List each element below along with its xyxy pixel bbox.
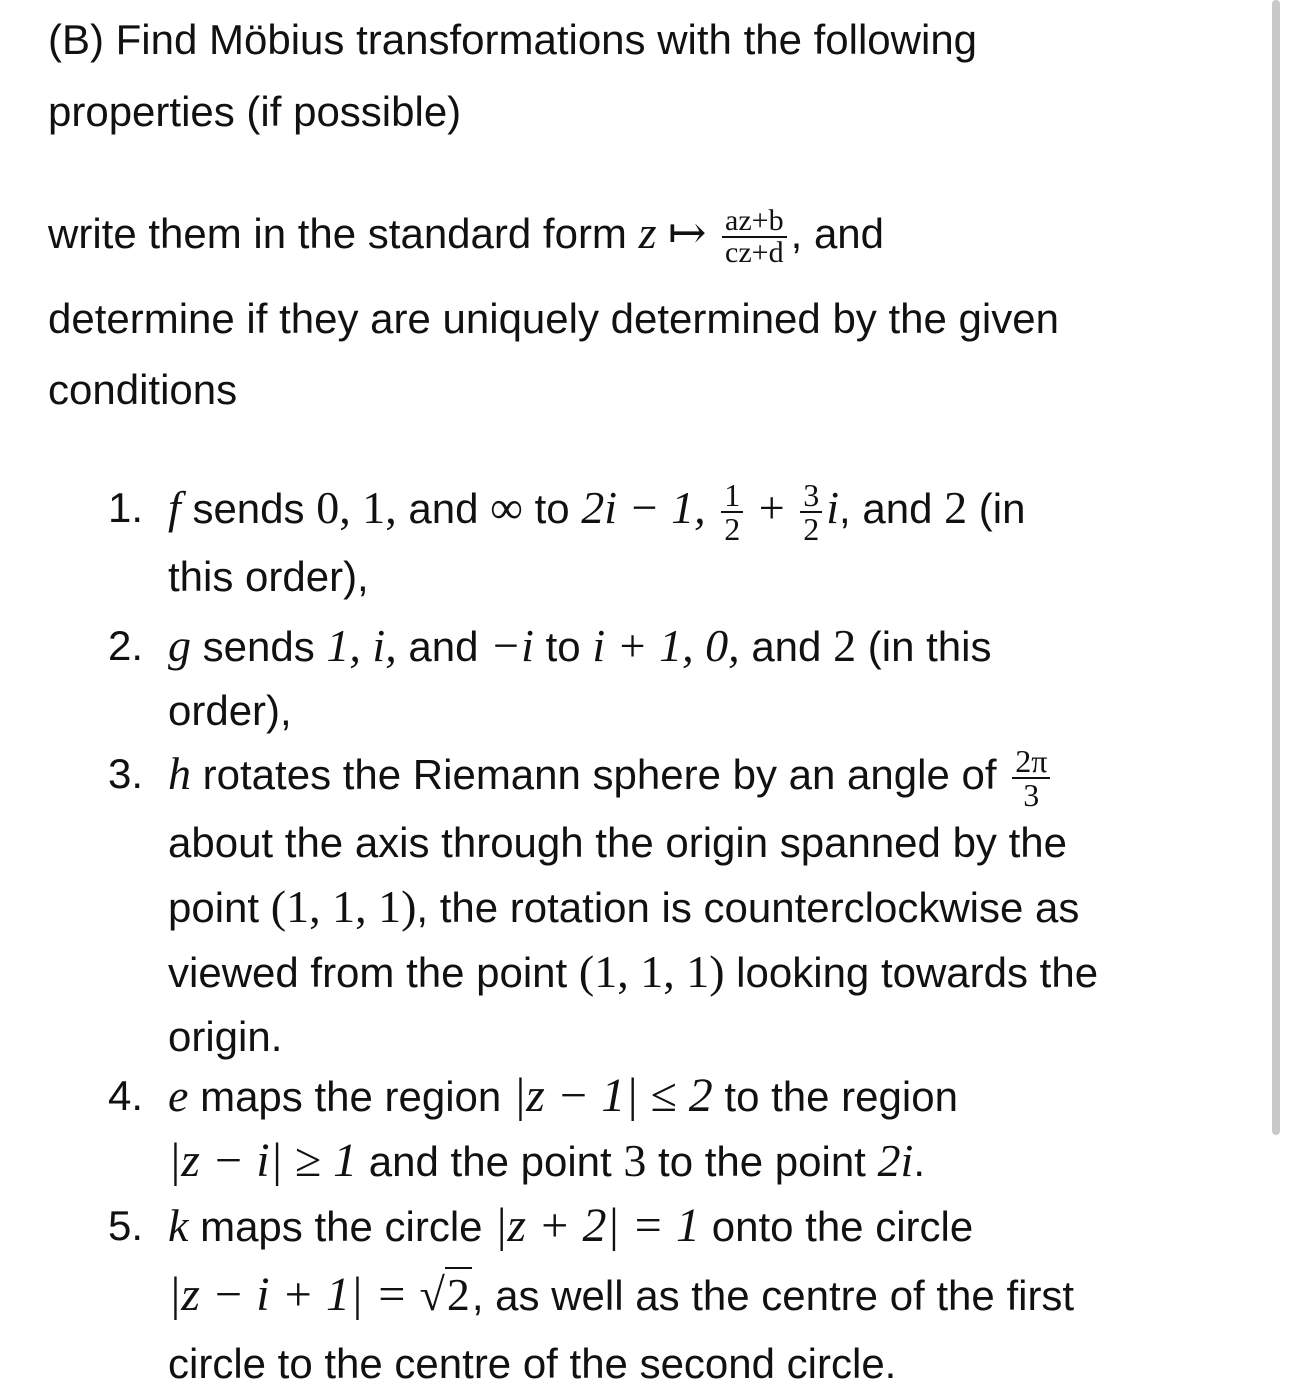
item-line-5: origin. [168,1012,283,1060]
intro-line-1 [48,197,884,270]
standard-form-fraction [722,203,787,269]
item-line-2: this order), [168,552,369,600]
text: point [168,883,271,931]
item-number: 4. [108,1072,144,1119]
heading-line-2: properties (if possible) [48,88,462,135]
intro-line-3-text: conditions [48,366,238,413]
text: (in this [856,623,992,670]
math: 2i − 1, [581,482,706,533]
fraction-denominator: 3 [1023,776,1040,813]
text: maps the circle [188,1203,495,1250]
list-item [108,1064,1258,1194]
text: viewed from the point [168,948,579,996]
text: , the rotation is counterclockwise as [416,883,1080,931]
math: −i [490,620,534,671]
text: and [396,485,491,532]
maps-to-arrow: ↦ [656,207,719,258]
heading-line-1: (B) Find Möbius transformations with the following [48,16,978,63]
text: , and [839,485,945,532]
fraction-numerator: 2π [1012,745,1050,779]
math: 1, i, [326,620,397,671]
item-number: 1. [108,484,144,531]
item-number: 3. [108,750,144,797]
math: 2i [877,1135,914,1186]
text: looking towards the [724,948,1099,996]
math: 2 [944,482,968,533]
text: maps the region [188,1073,513,1120]
item-number: 2. [108,622,144,669]
angle-fraction [1012,742,1050,813]
fraction-denominator: cz+d [725,235,784,269]
map-variable: z [638,207,657,258]
item-line-3: circle to the centre of the second circle. [168,1340,897,1387]
heading-line-2-wrap [48,76,461,148]
function-name: g [168,620,191,671]
intro-after: , and [790,210,885,257]
fraction-numerator: 1 [721,479,743,513]
math: 3 [623,1135,647,1186]
text: sends [180,485,317,532]
list-item [108,476,1258,612]
region-inequality: |z − 1| ≤ 2 [512,1069,713,1122]
text: rotates the Riemann sphere by an angle of [191,751,1009,798]
math: i + 1, 0, [592,620,740,671]
point-coordinates: (1, 1, 1) [578,945,725,997]
math: 0, 1, [316,482,397,533]
radicand: 2 [446,1269,470,1320]
problem-heading [48,4,977,76]
plus-sign: + [747,482,797,533]
intro-line-2 [48,283,1059,355]
square-root [420,1259,472,1331]
fraction-numerator: 3 [800,479,822,513]
vertical-scrollbar[interactable] [1272,0,1280,1135]
fraction-three-halves [800,476,822,547]
text: to [533,623,593,670]
function-name: k [168,1200,189,1251]
list-item [108,1194,1258,1394]
fraction-half [721,476,743,547]
text: (in [967,485,1026,532]
item-line-2: about the axis through the origin spanned by the [168,818,1067,866]
function-name: h [168,748,191,799]
list-item [108,614,1258,742]
infinity-symbol: ∞ [490,482,523,533]
list-item [108,742,1258,1066]
radical-sign: √ [419,1269,445,1320]
item-number: 5. [108,1202,144,1249]
text: to the region [712,1073,958,1120]
math: 2 [833,620,857,671]
point-coordinates: (1, 1, 1) [270,880,417,932]
text: onto the circle [700,1203,974,1250]
text: to [522,485,582,532]
text: and the point [357,1138,624,1185]
circle-equation: |z − i + 1| = [168,1268,420,1321]
intro-line-3 [48,354,237,426]
region-inequality: |z − i| ≥ 1 [168,1134,358,1187]
item-line-2: order), [168,687,292,734]
intro-lead: write them in the standard form [48,210,639,257]
fraction-numerator: az+b [722,206,787,238]
text: to the point [646,1138,878,1185]
fraction-denominator: 2 [803,510,820,547]
math: i [826,482,840,533]
text: . [913,1138,925,1185]
intro-line-2-text: determine if they are uniquely determined by the given [48,295,1059,342]
fraction-denominator: 2 [724,510,741,547]
circle-equation: |z + 2| = 1 [494,1199,701,1252]
function-name: e [168,1070,189,1121]
text: sends [191,623,327,670]
text: and [739,623,834,670]
function-name: f [168,482,181,533]
text: and [396,623,491,670]
text: , as well as the centre of the first [471,1272,1075,1319]
conditions-list [108,476,1258,1394]
